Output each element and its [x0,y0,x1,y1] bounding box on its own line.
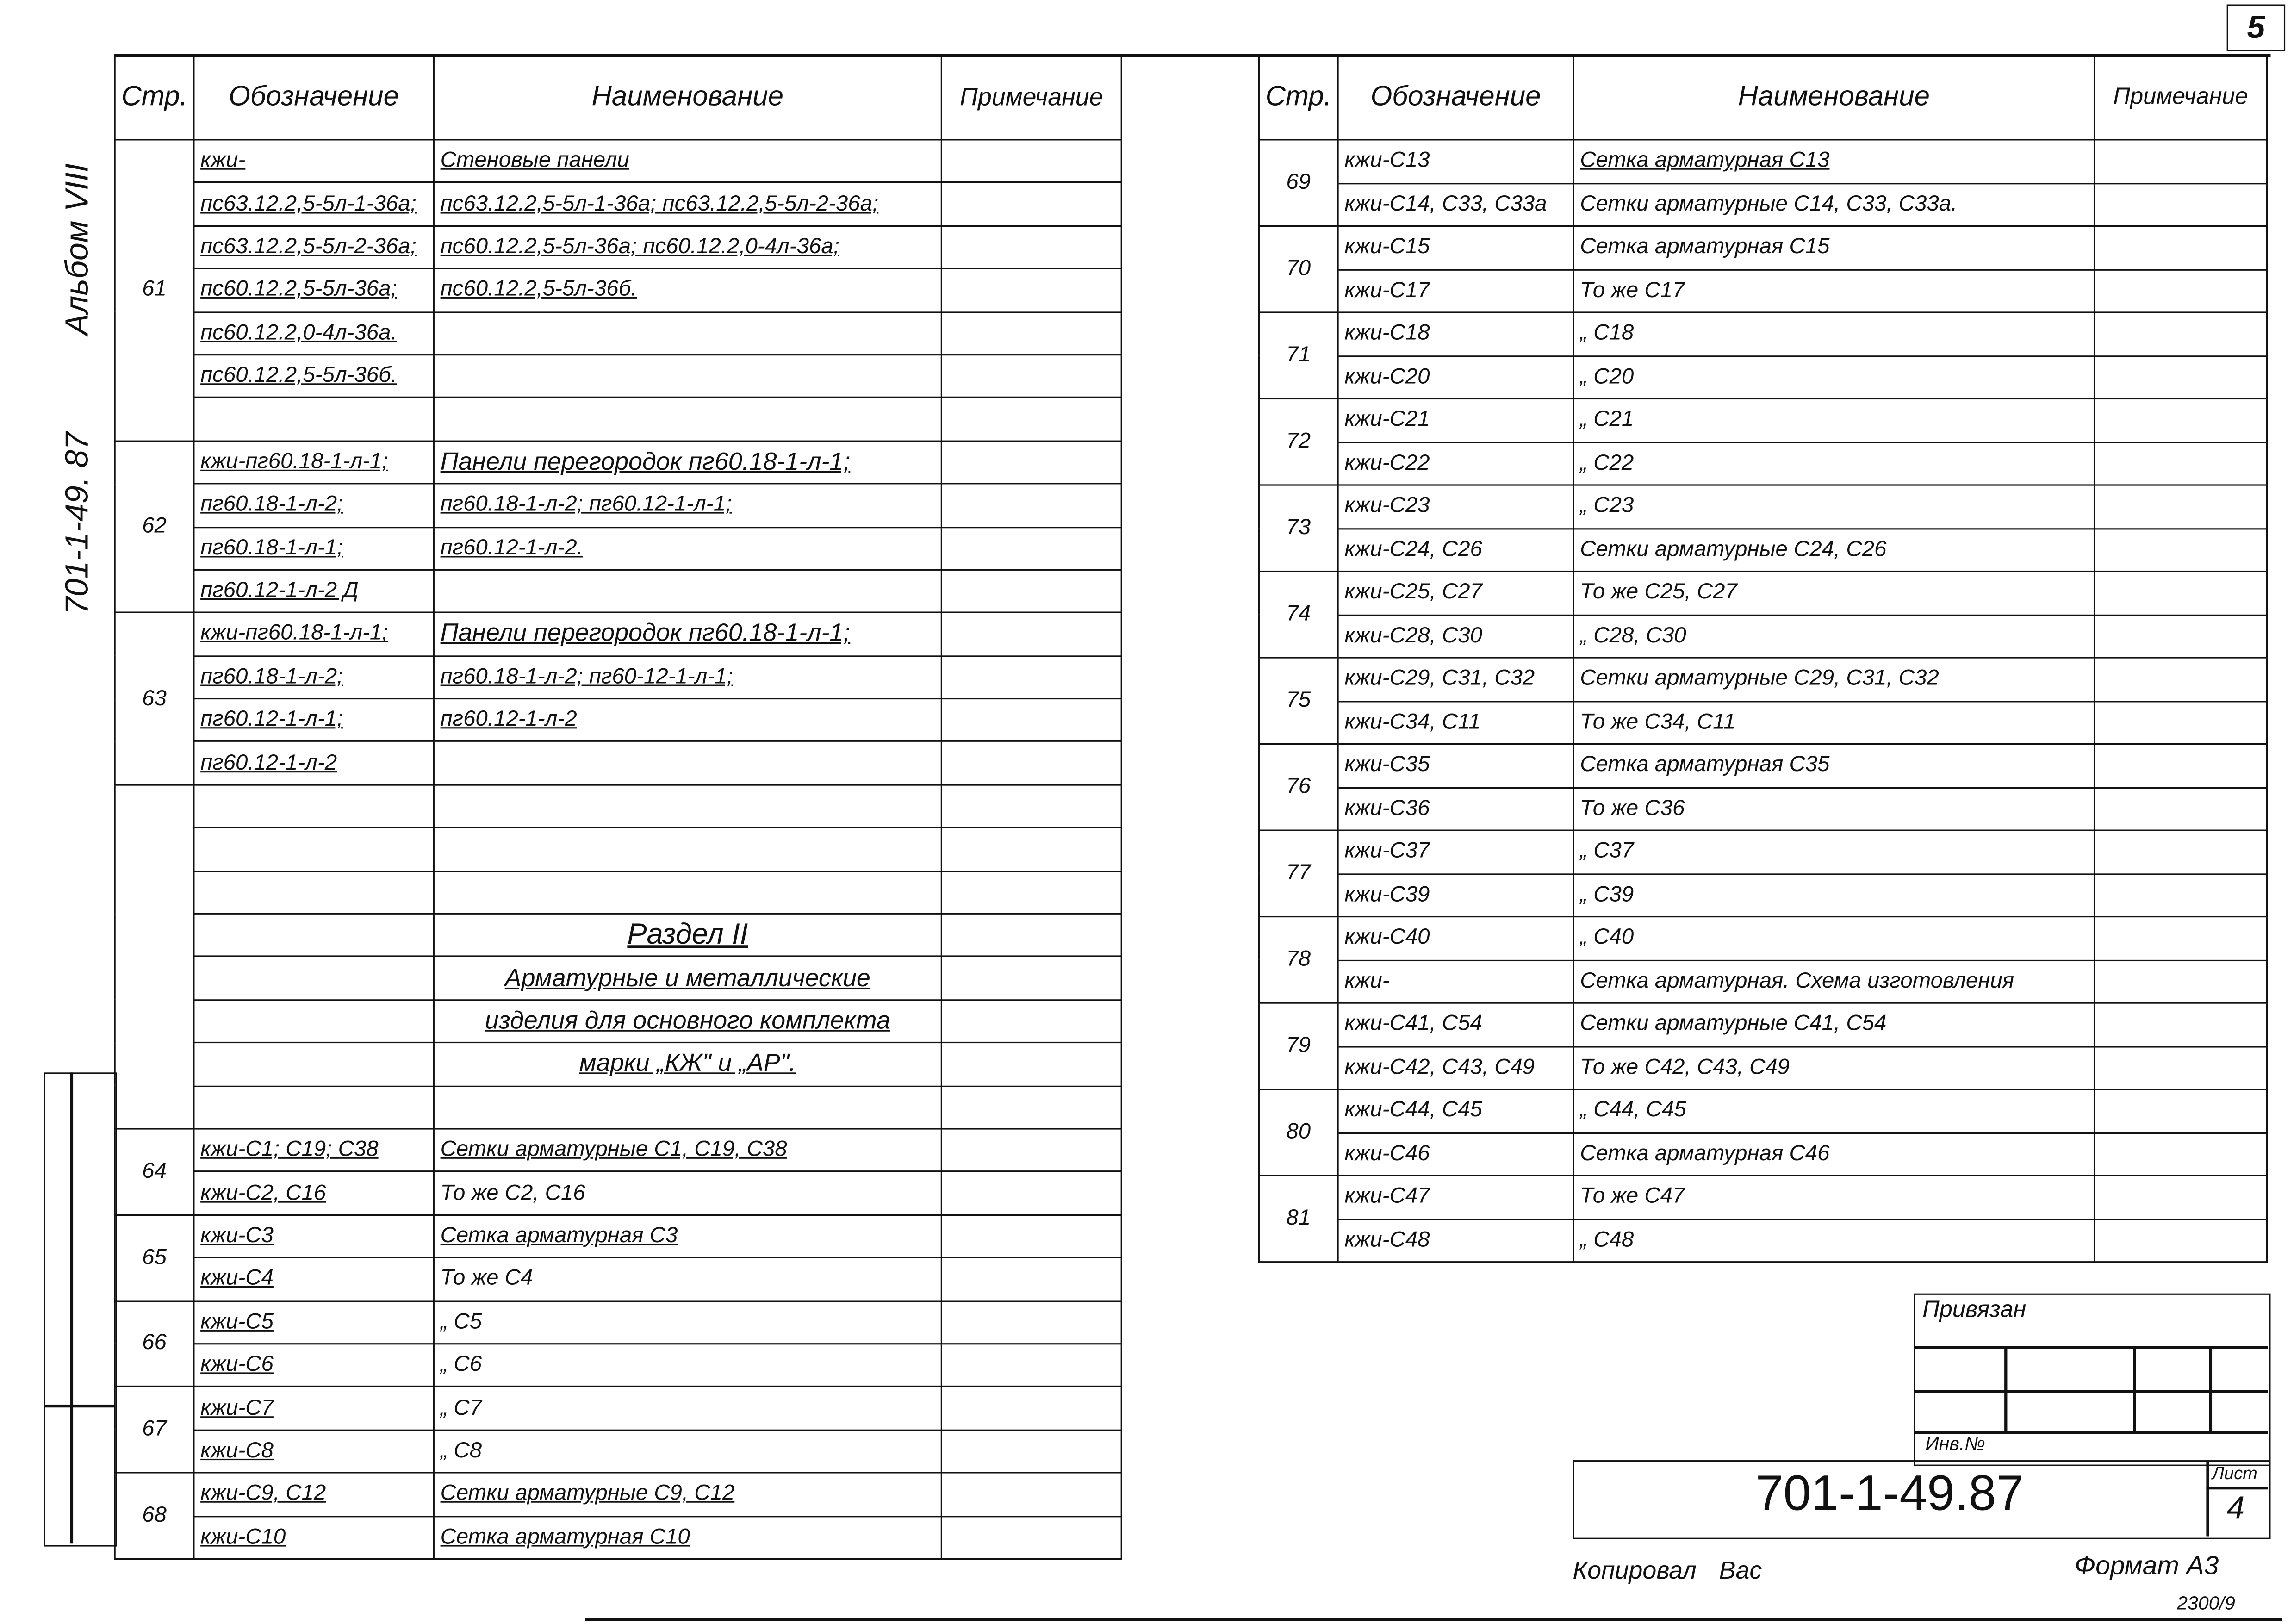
name-cell: Панели перегородок пг60.18-1-л-1; [434,613,941,656]
designation-cell [194,785,434,828]
name-cell: пг60.18-1-л-2; пг60.12-1-л-1; [434,484,941,527]
name-cell: „ С37 [1573,830,2094,873]
side-stamp-code: 701-1-49. 87 [58,432,95,615]
designation-cell [194,1043,434,1086]
designation-cell: пг60.18-1-л-2; [194,484,434,527]
table-row [115,957,1121,1000]
designation-cell: кжи-С35 [1338,744,1573,787]
name-cell: Сетки арматурные С29, С31, С32 [1573,658,2094,701]
designation-cell: кжи-С46 [1338,1132,1573,1176]
doc-code: 701-1-49.87 [1755,1466,2024,1522]
note-cell [2095,1176,2267,1219]
table-row [115,1000,1121,1043]
note-cell [941,1215,1121,1258]
name-cell: пс63.12.2,5-5л-1-36а; пс63.12.2,5-5л-2-36а; [434,183,941,226]
name-cell [434,570,941,613]
table-row [115,183,1121,226]
note-cell [2095,1132,2267,1176]
header-name: Наименование [434,56,941,140]
grid-line [2133,1346,2135,1431]
grid-line [2004,1346,2007,1431]
name-cell: То же С47 [1573,1176,2094,1219]
grid-line [1914,1346,2268,1348]
page-number: 77 [1259,830,1338,917]
name-cell: пс60.12.2,5-5л-36а; пс60.12.2,0-4л-36а; [434,226,941,269]
name-cell: „ С28, С30 [1573,615,2094,658]
designation-cell [194,828,434,871]
table-row [1259,1089,2267,1132]
note-cell [2095,1089,2267,1132]
note-cell [941,484,1121,527]
name-cell: пс60.12.2,5-5л-36б. [434,269,941,312]
name-cell [434,828,941,871]
table-row [115,699,1121,742]
note-cell [941,1301,1121,1344]
designation-cell [194,957,434,1000]
designation-cell: пс60.12.2,0-4л-36а. [194,312,434,355]
note-cell [941,1000,1121,1043]
name-cell: Сетка арматурная С10 [434,1516,941,1559]
name-cell: Сетки арматурные С1, С19, С38 [434,1129,941,1172]
name-cell: „ С6 [434,1344,941,1387]
designation-cell: кжи-С34, С11 [1338,701,1573,744]
designation-cell: кжи-С41, С54 [1338,1003,1573,1046]
note-cell [941,226,1121,269]
table-row [115,656,1121,699]
note-cell [941,1387,1121,1430]
name-cell: То же С42, С43, С49 [1573,1046,2094,1089]
designation-cell: кжи-С15 [1338,226,1573,269]
table-row [115,1172,1121,1215]
designation-cell [194,1086,434,1129]
note-cell [2095,269,2267,312]
note-cell [941,1086,1121,1129]
designation-cell: кжи-С42, С43, С49 [1338,1046,1573,1089]
designation-cell [194,914,434,957]
name-cell: Сетка арматурная С15 [1573,226,2094,269]
name-cell: пг60.12-1-л-2 [434,699,941,742]
note-cell [2095,787,2267,830]
header-note: Примечание [2095,56,2267,140]
designation-cell: кжи-С13 [1338,140,1573,183]
note-cell [941,312,1121,355]
note-cell [2095,355,2267,398]
designation-cell: кжи- [1338,960,1573,1003]
page-number [115,785,194,1129]
page-number: 78 [1259,917,1338,1003]
header-page: Стр. [1259,56,1338,140]
table-row [1259,140,2267,183]
name-cell: Панели перегородок пг60.18-1-л-1; [434,441,941,484]
designation-cell: кжи-С7 [194,1387,434,1430]
name-cell: „ С7 [434,1387,941,1430]
note-cell [941,1473,1121,1516]
note-cell [2095,873,2267,916]
table-row [115,871,1121,914]
table-row [115,1301,1121,1344]
side-stamp [58,163,96,615]
name-cell: Сетка арматурная С13 [1573,140,2094,183]
name-cell: То же С2, С16 [434,1172,941,1215]
note-cell [941,914,1121,957]
table-row [115,914,1121,957]
copied-signature: Вас [1719,1556,1762,1585]
table-row [1259,485,2267,528]
name-cell: „ С44, С45 [1573,1089,2094,1132]
designation-cell: кжи-С23 [1338,485,1573,528]
page-number: 68 [115,1473,194,1559]
designation-cell: кжи-С37 [1338,830,1573,873]
table-row [115,1387,1121,1430]
designation-cell: кжи-С10 [194,1516,434,1559]
designation-cell: кжи-С39 [1338,873,1573,916]
designation-cell: кжи-С9, С12 [194,1473,434,1516]
page-number: 69 [1259,140,1338,226]
section-heading: Раздел II [434,914,941,957]
table-row [1259,226,2267,269]
name-cell: То же С17 [1573,269,2094,312]
table-row [115,1473,1121,1516]
designation-cell: кжи-С40 [1338,917,1573,960]
table-row [115,355,1121,398]
name-cell: пг60.18-1-л-2; пг60-12-1-л-1; [434,656,941,699]
note-cell [941,1258,1121,1301]
table-row [1259,658,2267,701]
table-row [1259,744,2267,787]
note-cell [2095,917,2267,960]
note-cell [2095,140,2267,183]
table-row [115,1086,1121,1129]
note-cell [941,957,1121,1000]
table-row [115,1516,1121,1559]
table-row [115,742,1121,785]
table-row [1259,1132,2267,1176]
designation-cell: пс63.12.2,5-5л-2-36а; [194,226,434,269]
designation-cell: кжи-С47 [1338,1176,1573,1219]
table-row [115,398,1121,441]
designation-cell: кжи-пг60.18-1-л-1; [194,441,434,484]
note-cell [941,699,1121,742]
header-designation: Обозначение [1338,56,1573,140]
note-cell [941,828,1121,871]
name-cell [434,742,941,785]
name-cell [434,312,941,355]
table-row [1259,787,2267,830]
page-number: 81 [1259,1176,1338,1262]
name-cell: „ С48 [1573,1219,2094,1262]
page-number: 70 [1259,226,1338,312]
table-row [115,828,1121,871]
designation-cell: кжи-С24, С26 [1338,528,1573,571]
page-number: 74 [1259,572,1338,658]
designation-cell: кжи-С3 [194,1215,434,1258]
name-cell: Сетка арматурная. Схема изготовления [1573,960,2094,1003]
page-number: 64 [115,1129,194,1215]
table-row [115,140,1121,183]
designation-cell: кжи-пг60.18-1-л-1; [194,613,434,656]
table-row [1259,830,2267,873]
note-cell [941,656,1121,699]
note-cell [941,183,1121,226]
note-cell [941,613,1121,656]
margin-stamp-box [44,1072,117,1546]
section-heading: марки „КЖ" и „АР". [434,1043,941,1086]
designation-cell: пг60.12-1-л-2 Д [194,570,434,613]
table-row [115,570,1121,613]
table-row [115,312,1121,355]
note-cell [941,1043,1121,1086]
table-row [1259,873,2267,916]
note-cell [2095,830,2267,873]
designation-cell: кжи-С48 [1338,1219,1573,1262]
note-cell [941,785,1121,828]
header-note: Примечание [941,56,1121,140]
name-cell: „ С5 [434,1301,941,1344]
designation-cell [194,1000,434,1043]
name-cell [434,398,941,441]
section-heading: Арматурные и металлические [434,957,941,1000]
table-row [115,1129,1121,1172]
table-row [1259,1003,2267,1046]
designation-cell: кжи-С6 [194,1344,434,1387]
page-number: 79 [1259,1003,1338,1089]
margin-divider [44,1405,114,1407]
designation-cell: кжи-С2, С16 [194,1172,434,1215]
page-number: 71 [1259,312,1338,399]
name-cell: Сетки арматурные С24, С26 [1573,528,2094,571]
name-cell: Сетки арматурные С14, С33, С33а. [1573,183,2094,226]
table-row [1259,398,2267,442]
designation-cell: пс63.12.2,5-5л-1-36а; [194,183,434,226]
note-cell [2095,701,2267,744]
note-cell [2095,528,2267,571]
bound-label: Привязан [1922,1298,2027,1323]
note-cell [941,1172,1121,1215]
name-cell: То же С4 [434,1258,941,1301]
table-row [1259,183,2267,226]
grid-line [1914,1390,2268,1392]
designation-cell: пг60.18-1-л-1; [194,527,434,570]
name-cell: Сетки арматурные С9, С12 [434,1473,941,1516]
table-row [1259,615,2267,658]
table-row [115,441,1121,484]
name-cell: Сетка арматурная С46 [1573,1132,2094,1176]
sheet-number: 5 [2247,8,2265,46]
note-cell [941,140,1121,183]
note-cell [2095,1046,2267,1089]
name-cell: „ С22 [1573,442,2094,485]
designation-cell: кжи-С8 [194,1430,434,1473]
margin-divider [70,1072,73,1543]
note-cell [2095,1219,2267,1262]
page-number: 62 [115,441,194,613]
grid-line [2209,1346,2212,1431]
note-cell [2095,744,2267,787]
page-number: 61 [115,140,194,441]
designation-cell: кжи-С44, С45 [1338,1089,1573,1132]
table-row [115,527,1121,570]
designation-cell: кжи-С21 [1338,398,1573,442]
designation-cell: пг60.12-1-л-2 [194,742,434,785]
table-row [1259,528,2267,571]
note-cell [941,1430,1121,1473]
header-page: Стр. [115,56,194,140]
designation-cell: кжи-С1; С19; С38 [194,1129,434,1172]
note-cell [2095,485,2267,528]
note-cell [2095,572,2267,615]
table-row [115,226,1121,269]
name-cell: „ С23 [1573,485,2094,528]
note-cell [941,355,1121,398]
table-row [115,1258,1121,1301]
table-row [115,1043,1121,1086]
table-row [1259,701,2267,744]
note-cell [941,269,1121,312]
left-spec-table [114,56,1122,1560]
name-cell: „ С20 [1573,355,2094,398]
designation-cell: кжи-С25, С27 [1338,572,1573,615]
note-cell [2095,658,2267,701]
table-row [115,484,1121,527]
name-cell [434,785,941,828]
section-heading: изделия для основного комплекта [434,1000,941,1043]
table-row [115,1344,1121,1387]
designation-cell [194,871,434,914]
header-name: Наименование [1573,56,2094,140]
name-cell: Сетка арматурная С35 [1573,744,2094,787]
note-cell [941,1129,1121,1172]
sheet-label: Лист [2212,1463,2257,1484]
note-cell [941,441,1121,484]
page-number: 63 [115,613,194,785]
designation-cell: кжи-С5 [194,1301,434,1344]
page-number: 67 [115,1387,194,1473]
designation-cell: пг60.18-1-л-2; [194,656,434,699]
table-row [1259,917,2267,960]
note-cell [941,527,1121,570]
page-number: 72 [1259,398,1338,485]
page-number: 80 [1259,1089,1338,1176]
designation-cell: кжи-С14, С33, С33а [1338,183,1573,226]
name-cell: пг60.12-1-л-2. [434,527,941,570]
designation-cell: пс60.12.2,5-5л-36а; [194,269,434,312]
sheet-value: 4 [2226,1489,2245,1526]
designation-cell: кжи-С20 [1338,355,1573,398]
page-number: 65 [115,1215,194,1301]
designation-cell: кжи-С17 [1338,269,1573,312]
table-row [1259,312,2267,355]
name-cell: „ С18 [1573,312,2094,355]
note-cell [941,871,1121,914]
inv-label: Инв.№ [1925,1432,1985,1455]
note-cell [2095,398,2267,442]
name-cell: „ С39 [1573,873,2094,916]
note-cell [941,398,1121,441]
designation-cell [194,398,434,441]
name-cell: Сетки арматурные С41, С54 [1573,1003,2094,1046]
note-cell [2095,615,2267,658]
table-row [1259,1219,2267,1262]
name-cell [434,871,941,914]
designation-cell: кжи-С22 [1338,442,1573,485]
note-cell [941,1344,1121,1387]
designation-cell: пс60.12.2,5-5л-36б. [194,355,434,398]
table-row [1259,572,2267,615]
right-spec-table [1258,56,2268,1263]
designation-cell: кжи-С36 [1338,787,1573,830]
copied-label: Копировал [1573,1556,1697,1585]
header-designation: Обозначение [194,56,434,140]
name-cell: „ С21 [1573,398,2094,442]
page-number: 76 [1259,744,1338,831]
designation-cell: кжи-С28, С30 [1338,615,1573,658]
table-row [1259,442,2267,485]
grid-line [2206,1487,2268,1489]
name-cell: „ С40 [1573,917,2094,960]
bottom-border [585,1618,2282,1621]
page-number: 66 [115,1301,194,1387]
designation-cell: кжи-С29, С31, С32 [1338,658,1573,701]
order-number: 2300/9 [2177,1592,2235,1614]
page-number: 73 [1259,485,1338,572]
name-cell: „ С8 [434,1430,941,1473]
note-cell [2095,442,2267,485]
table-row [115,1430,1121,1473]
name-cell [434,355,941,398]
table-row [1259,1046,2267,1089]
note-cell [2095,183,2267,226]
name-cell: То же С36 [1573,787,2094,830]
designation-cell: кжи-С4 [194,1258,434,1301]
table-row [115,269,1121,312]
table-row [1259,269,2267,312]
note-cell [2095,1003,2267,1046]
note-cell [941,742,1121,785]
name-cell: Стеновые панели [434,140,941,183]
format-label: Формат А3 [2074,1551,2219,1580]
name-cell: То же С34, С11 [1573,701,2094,744]
table-row [115,613,1121,656]
designation-cell: кжи-С18 [1338,312,1573,355]
sheet-number-box [2227,4,2285,51]
note-cell [2095,960,2267,1003]
name-cell: То же С25, С27 [1573,572,2094,615]
table-row [1259,355,2267,398]
grid-line [2206,1460,2208,1536]
table-row [115,1215,1121,1258]
note-cell [941,1516,1121,1559]
table-row [115,785,1121,828]
table-row [1259,1176,2267,1219]
side-stamp-album: Альбом VIII [58,163,95,336]
table-row [1259,960,2267,1003]
note-cell [2095,312,2267,355]
page-number: 75 [1259,658,1338,744]
name-cell: Сетка арматурная С3 [434,1215,941,1258]
note-cell [2095,226,2267,269]
name-cell [434,1086,941,1129]
note-cell [941,570,1121,613]
designation-cell: пг60.12-1-л-1; [194,699,434,742]
designation-cell: кжи- [194,140,434,183]
